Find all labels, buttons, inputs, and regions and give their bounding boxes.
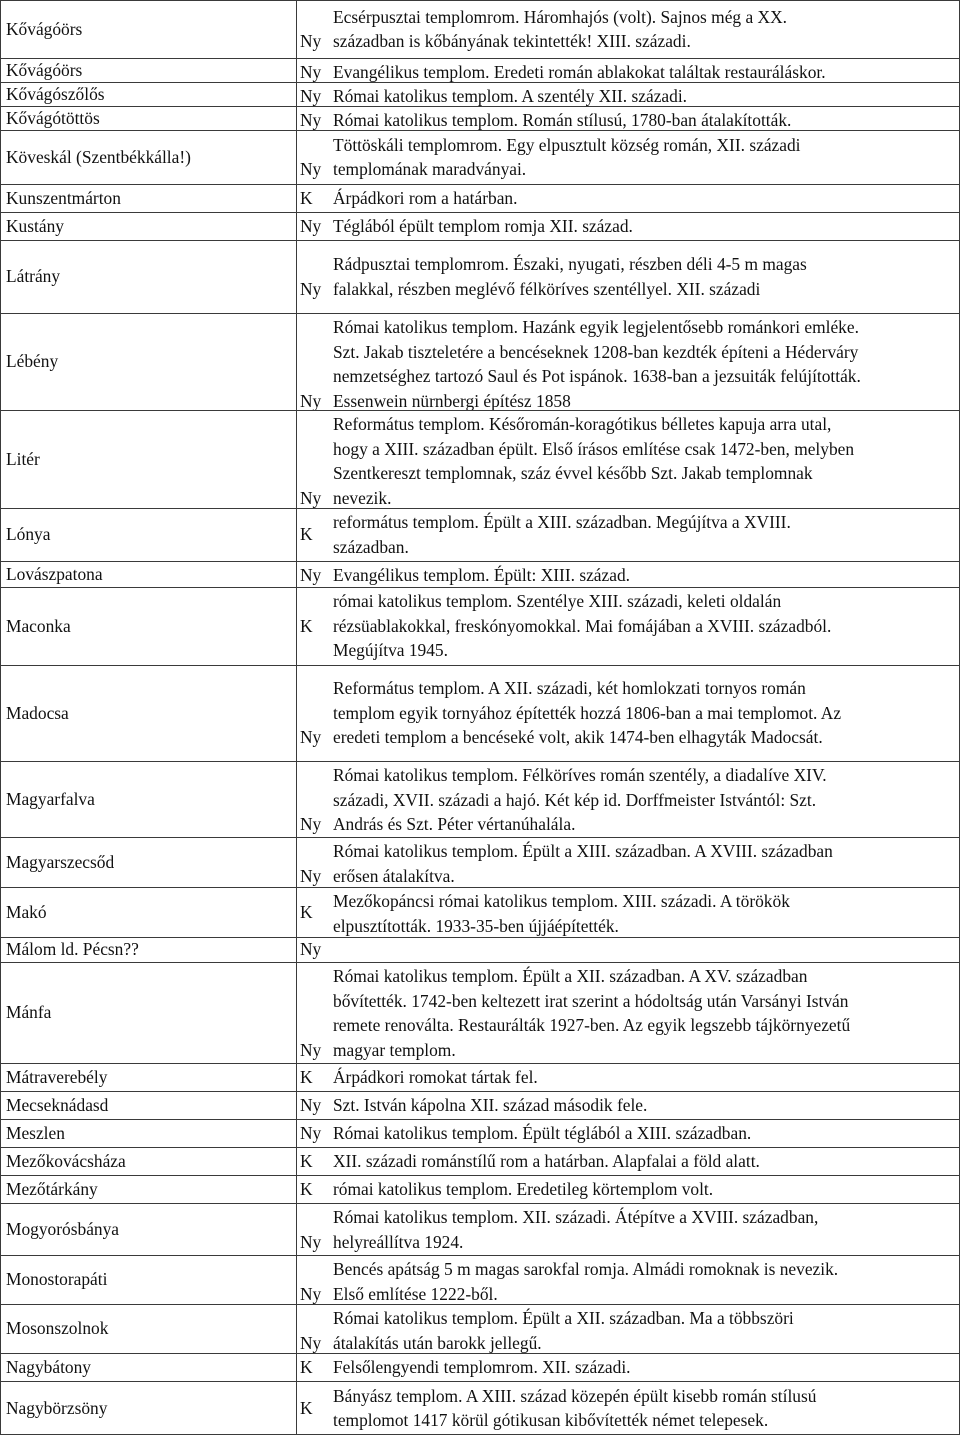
description-line: Bencés apátság 5 m magas sarokfal romja. Almádi romoknak is nevezik. xyxy=(333,1259,839,1279)
row-divider xyxy=(0,887,960,888)
place-name: Kővágóörs xyxy=(6,59,83,80)
description xyxy=(333,510,791,559)
condition-code: Ny xyxy=(300,814,322,834)
description-line: rézsüablakokkal, freskónyomokkal. Mai fomájában a XVIII. századból. xyxy=(333,615,832,636)
description-line: Római katolikus templom. Hazánk egyik legjelentősebb románkori emléke. xyxy=(333,317,859,337)
description-line: Essenwein nürnbergi építész 1858 xyxy=(333,390,571,411)
row-divider xyxy=(0,508,960,509)
description-line: András és Szt. Péter vértanúhalála. xyxy=(333,814,576,834)
place-name: Kővágóörs xyxy=(6,18,83,39)
row-divider xyxy=(0,962,960,963)
place-name: Magyarszecsőd xyxy=(6,851,115,872)
description-line: Római katolikus templom. Épült téglából a XIII. században. xyxy=(333,1123,752,1143)
description xyxy=(333,1177,713,1202)
description xyxy=(333,1306,794,1355)
description xyxy=(333,563,630,588)
condition-code: K xyxy=(300,615,313,636)
description-line: magyar templom. xyxy=(333,1039,456,1060)
condition-code: K xyxy=(300,524,313,545)
description-line: helyreállítva 1924. xyxy=(333,1231,464,1252)
description xyxy=(333,60,826,85)
description-line: Bányász templom. A XIII. század közepén épült kisebb román stílusú xyxy=(333,1385,817,1406)
row-divider xyxy=(0,1147,960,1148)
description-line: római katolikus templom. Szentélye XIII. századi, keleti oldalán xyxy=(333,591,782,612)
row-divider xyxy=(0,1063,960,1064)
condition-code: K xyxy=(300,1066,313,1087)
description-line: Evangélikus templom. Eredeti román ablakokat találtak restauráláskor. xyxy=(333,62,826,82)
description-line: Római katolikus templom. Épült a XIII. században. A XVIII. században xyxy=(333,841,833,861)
description-line: században is kőbányának tekintették! XIII. századi. xyxy=(333,31,691,51)
description-line: remete renoválta. Restaurálták 1927-ben. Az egyik legszebb tájkörnyezetű xyxy=(333,1015,851,1035)
place-name: Lébény xyxy=(6,351,59,372)
place-name: Lovászpatona xyxy=(6,563,103,584)
description xyxy=(333,252,807,301)
description-line: bővítették. 1742-ben keltezett irat szerint a hódoltság után Varsányi István xyxy=(333,990,849,1011)
place-name: Mogyorósbánya xyxy=(6,1218,120,1239)
place-name: Mátraverebély xyxy=(6,1066,108,1087)
condition-code: Ny xyxy=(300,1283,322,1304)
description xyxy=(333,84,687,109)
place-name: Kunszentmárton xyxy=(6,187,121,208)
description-line: században. xyxy=(333,536,409,557)
condition-code: K xyxy=(300,1178,313,1199)
row-divider xyxy=(0,1353,960,1354)
place-name: Kővágótöttös xyxy=(6,107,100,128)
row-divider xyxy=(0,837,960,838)
description xyxy=(333,839,833,888)
description xyxy=(333,1205,818,1254)
column-divider xyxy=(296,0,297,1435)
description-line: Római katolikus templom. Román stílusú, 1780-ban átalakították. xyxy=(333,110,792,130)
condition-code: Ny xyxy=(300,62,322,82)
row-divider xyxy=(0,1255,960,1256)
description-line: nemzetséghez tartozó Saul és Pot ispánok. 1638-ban a jezsuiták felújították. xyxy=(333,366,861,386)
description-line: Szt. István kápolna XII. század második fele. xyxy=(333,1095,648,1115)
place-name: Madocsa xyxy=(6,702,69,723)
description-line: Római katolikus templom. Épült a XII. században. Ma a többszöri xyxy=(333,1308,794,1328)
condition-code: Ny xyxy=(300,278,322,299)
description-line: XII. századi románstílű rom a határban. Alapfalai a föld alatt. xyxy=(333,1151,760,1171)
condition-code: Ny xyxy=(300,865,322,886)
description xyxy=(333,1093,647,1118)
description-line: Református templom. Későromán-koragótikus bélletes kapuja arra utal, xyxy=(333,414,832,434)
description-line: Töttöskáli templomrom. Egy elpusztult község román, XII. századi xyxy=(333,134,801,155)
description xyxy=(333,889,790,938)
description-line: Római katolikus templom. Épült a XII. században. A XV. században xyxy=(333,966,808,986)
description xyxy=(333,964,850,1062)
description-line: Első említése 1222-ből. xyxy=(333,1283,498,1304)
description-line: Ecsérpusztai templomrom. Háromhajós (volt). Sajnos még a XX. xyxy=(333,6,787,27)
place-name: Kővágószőlős xyxy=(6,83,105,104)
row-divider xyxy=(0,313,960,314)
row-divider xyxy=(0,1304,960,1305)
description-line: Felsőlengyendi templomrom. XII. századi. xyxy=(333,1357,631,1377)
condition-code: Ny xyxy=(300,565,322,585)
description xyxy=(333,1257,838,1306)
description-line: Szentkereszt templomnak, száz évvel később Szt. Jakab templomnak xyxy=(333,463,813,483)
description-line: Árpádkori rom a határban. xyxy=(333,188,518,208)
condition-code: Ny xyxy=(300,390,322,411)
description xyxy=(333,1149,760,1174)
row-divider xyxy=(0,1203,960,1204)
description xyxy=(333,1121,751,1146)
description-line: eredeti templom a bencéseké volt, akik 1474-ben elhagyták Madocsát. xyxy=(333,727,823,748)
description-line: hogy a XIII. században épült. Első írásos említése csak 1472-ben, melyben xyxy=(333,438,855,459)
place-name: Litér xyxy=(6,448,40,469)
row-divider xyxy=(0,665,960,666)
description xyxy=(333,133,801,182)
row-divider xyxy=(0,1091,960,1092)
place-name: Mecseknádasd xyxy=(6,1094,109,1115)
row-divider xyxy=(0,212,960,213)
place-name: Magyarfalva xyxy=(6,788,95,809)
description-line: református templom. Épült a XIII. században. Megújítva a XVIII. xyxy=(333,512,791,532)
row-divider xyxy=(0,184,960,185)
row-divider xyxy=(0,106,960,107)
place-name: Mezőkovácsháza xyxy=(6,1150,126,1171)
condition-code: Ny xyxy=(300,1039,322,1060)
row-divider xyxy=(0,240,960,241)
description-line: Evangélikus templom. Épült: XIII. század. xyxy=(333,565,631,585)
description xyxy=(333,5,787,54)
condition-code: Ny xyxy=(300,1332,322,1353)
description xyxy=(333,1355,631,1380)
description-line: Árpádkori romokat tártak fel. xyxy=(333,1067,538,1087)
row-divider xyxy=(0,410,960,411)
place-name: Monostorapáti xyxy=(6,1269,108,1290)
description-line: Téglából épült templom romja XII. század. xyxy=(333,216,633,236)
condition-code: Ny xyxy=(300,110,322,130)
row-divider xyxy=(0,82,960,83)
description-line: századi, XVII. századi a hajó. Két kép id. Dorffmeister Istvántól: Szt. xyxy=(333,789,817,810)
row-divider xyxy=(0,1175,960,1176)
condition-code: K xyxy=(300,1150,313,1171)
row-divider xyxy=(0,0,960,1)
condition-code: Ny xyxy=(300,939,322,960)
description-line: Mezőkopáncsi római katolikus templom. XIII. századi. A törökök xyxy=(333,891,790,911)
description xyxy=(333,1065,538,1090)
place-name: Nagybátony xyxy=(6,1356,92,1377)
condition-code: Ny xyxy=(300,487,322,508)
description-line: templom egyik tornyához építették hozzá 1806-ban a mai templomot. Az xyxy=(333,702,842,723)
description-line: templomának maradványai. xyxy=(333,159,527,179)
description xyxy=(333,1384,816,1433)
condition-code: Ny xyxy=(300,1231,322,1252)
place-name: Lónya xyxy=(6,524,51,545)
description-line: erősen átalakítva. xyxy=(333,865,455,886)
row-divider xyxy=(0,587,960,588)
condition-code: K xyxy=(300,901,313,922)
description xyxy=(333,763,827,837)
description xyxy=(333,214,633,239)
condition-code: Ny xyxy=(300,86,322,106)
table-border-left xyxy=(0,0,1,1435)
condition-code: Ny xyxy=(300,1095,322,1115)
description xyxy=(333,315,861,413)
condition-code: Ny xyxy=(300,31,322,51)
condition-code: Ny xyxy=(300,159,322,179)
row-divider xyxy=(0,1381,960,1382)
place-name: Kustány xyxy=(6,215,64,236)
place-name: Maconka xyxy=(6,615,71,636)
place-name: Mezőtárkány xyxy=(6,1178,98,1199)
condition-code: K xyxy=(300,187,313,208)
description xyxy=(333,589,831,663)
condition-code: Ny xyxy=(300,216,322,236)
place-name: Málom ld. Pécsn?? xyxy=(6,939,139,960)
description-line: átalakítás után barokk jellegű. xyxy=(333,1332,542,1353)
place-name: Látrány xyxy=(6,266,61,287)
description-line: Római katolikus templom. A szentély XII. századi. xyxy=(333,86,688,106)
condition-code: K xyxy=(300,1397,313,1418)
description-line: Megújítva 1945. xyxy=(333,640,448,661)
place-name: Mosonszolnok xyxy=(6,1318,109,1339)
description xyxy=(333,676,841,750)
description-line: nevezik. xyxy=(333,487,392,508)
place-name: Meszlen xyxy=(6,1122,65,1143)
condition-code: Ny xyxy=(300,727,322,748)
description xyxy=(333,108,791,133)
description-line: Rádpusztai templomrom. Északi, nyugati, részben déli 4-5 m magas xyxy=(333,254,807,274)
description-line: római katolikus templom. Eredetileg körtemplom volt. xyxy=(333,1179,714,1199)
description-line: Római katolikus templom. XII. századi. Átépítve a XVIII. században, xyxy=(333,1207,819,1227)
row-divider xyxy=(0,58,960,59)
row-divider xyxy=(0,937,960,938)
row-divider xyxy=(0,561,960,562)
condition-code: K xyxy=(300,1356,313,1377)
row-divider xyxy=(0,130,960,131)
description-line: falakkal, részben meglévő félköríves szentéllyel. XII. századi xyxy=(333,278,761,299)
description-line: Római katolikus templom. Félköríves román szentély, a diadalíve XIV. xyxy=(333,765,827,785)
place-name: Mánfa xyxy=(6,1002,52,1023)
description-line: Református templom. A XII. századi, két homlokzati tornyos román xyxy=(333,678,806,699)
place-name: Nagybörzsöny xyxy=(6,1397,108,1418)
description-line: elpusztították. 1933-35-ben újjáépítették. xyxy=(333,915,619,936)
condition-code: Ny xyxy=(300,1123,322,1143)
row-divider xyxy=(0,1119,960,1120)
description xyxy=(333,186,517,211)
place-name: Köveskál (Szentbékkálla!) xyxy=(6,146,191,167)
description-line: Szt. Jakab tiszteletére a bencéseknek 1208-ban kezdték építeni a Héderváry xyxy=(333,341,859,362)
description xyxy=(333,412,854,510)
row-divider xyxy=(0,761,960,762)
description-line: templomot 1417 körül gótikusan kibővítették német telepesek. xyxy=(333,1410,769,1430)
place-name: Makó xyxy=(6,901,47,922)
